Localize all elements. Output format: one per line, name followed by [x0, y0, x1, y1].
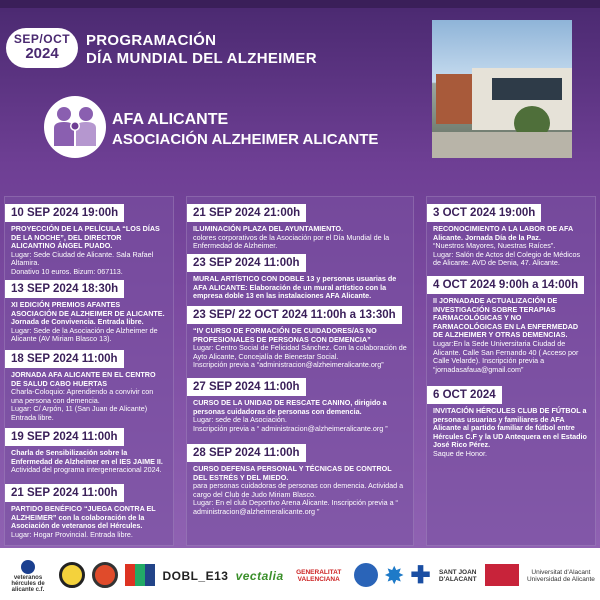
org-short-name: AFA ALICANTE	[112, 111, 229, 128]
event-date: 3 OCT 2024 19:00h	[427, 204, 541, 222]
event-date: 28 SEP 2024 11:00h	[187, 444, 306, 462]
event-extra: Inscripción previa a “ administracion@alzheimeralicante.org ”	[193, 423, 388, 433]
event-title: RECONOCIMIENTO A LA LABOR DE AFA Alicante. Jornada Día de la Paz.	[433, 224, 573, 242]
event-detail: colores corporativos de la Asociación por el Día Mundial de la Enfermedad de Alzheimer.	[193, 232, 390, 251]
event-card	[187, 253, 413, 301]
event-detail: Lugar: Centro Social de Felicidad Sánchez. Con la colaboración de Ayto Alicante, Concejalía de Bienestar Social.	[193, 343, 407, 361]
event-title: “IV CURSO DE FORMACIÓN DE CUIDADORES/AS NO PROFESIONALES DE PERSONAS CON DEMENCIA”	[193, 326, 377, 344]
event-card	[5, 427, 173, 475]
event-title: CURSO DEFENSA PERSONAL Y TÉCNICAS DE CONTROL DEL ESTRÉS Y DEL MIEDO.	[193, 464, 392, 482]
event-detail: Saque de Honor.	[433, 448, 487, 458]
event-title: II JORNADADE ACTUALIZACIÓN DE INVESTIGACIÓN SOBRE TERAPIAS FARMACOLÓGICAS Y NO FARMACOLÓGICAS EN LA ENFERMEDAD DE ALZHEIMER Y OTRAS DEMENCIAS.	[433, 296, 579, 340]
alicante-ayuntamiento-logo	[485, 564, 519, 588]
event-detail: Actividad del programa intergeneracional 2024.	[11, 465, 162, 475]
event-extra: Donativo 10 euros. Bizum: 067113.	[11, 266, 123, 276]
event-title: Charla de Sensibilización sobre la Enfermedad de Alzheimer en el IES JAIME II.	[11, 448, 163, 466]
event-card	[427, 275, 595, 374]
event-date: 13 SEP 2024 18:30h	[5, 280, 124, 298]
miriam-blasco-logo	[125, 564, 155, 588]
event-title: PARTIDO BENÉFICO “JUEGA CONTRA EL ALZHEIMER” con la colaboración de la Asociación de veteranos del Hércules.	[11, 504, 156, 531]
event-detail: Lugar: Sede de la Asociación de Alzheimer de Alicante (AV Miriam Blasco 13).	[11, 325, 158, 344]
event-title: JORNADA AFA ALICANTE EN EL CENTRO DE SALUD CABO HUERTAS	[11, 370, 156, 388]
doble13-logo: DOBL_E13	[162, 568, 229, 583]
event-title: INVITACIÓN HÉRCULES CLUB DE FÚTBOL a personas usuarias y familiares de AFA Alicante al partido familiar de fútbol entre Hércules C.F y la UD Antequera en el Estadio José Rico Pérez.	[433, 406, 587, 450]
event-detail: “Nuestros Mayores, Nuestras Raíces”.	[433, 241, 556, 251]
sponsor-round-logo	[354, 563, 378, 589]
top-bar	[0, 0, 600, 8]
event-date: 21 SEP 2024 11:00h	[5, 484, 124, 502]
event-card	[427, 385, 595, 459]
event-date: 10 SEP 2024 19:00h	[5, 204, 124, 222]
universidad-label: Universitat d'Alacant Universidad de Alicante	[526, 569, 595, 583]
event-detail: Lugar: Sede Ciudad de Alicante. Sala Rafael Altamira.	[11, 249, 154, 268]
org-full-name: ASOCIACIÓN ALZHEIMER ALICANTE	[112, 131, 379, 148]
event-title: MURAL ARTÍSTICO CON DOBLE 13 y personas usuarias de AFA ALICANTE: Elaboración de un mural artístico con la empresa doble 13 en las instalaciones AFA Alicante.	[193, 274, 397, 301]
event-card	[187, 377, 413, 433]
sant-joan-label: SANT JOAN D'ALACANT	[438, 569, 477, 583]
event-card	[5, 279, 173, 344]
event-date: 6 OCT 2024	[427, 386, 502, 404]
event-date: 27 SEP 2024 11:00h	[187, 378, 306, 396]
event-detail: Charla-Coloquio: Aprendiendo a convivir con una persona con demencia.	[11, 387, 154, 405]
event-card	[187, 443, 413, 517]
universidad-alicante-logo	[526, 569, 596, 583]
building-photo	[432, 20, 572, 158]
event-title: XI EDICIÓN PREMIOS AFANTES ASOCIACIÓN DE ALZHEIMER DE ALICANTE. Jornada de Convivencia. Entrada libre.	[11, 300, 165, 327]
event-card	[5, 349, 173, 423]
event-extra: “jornadasafaua@gmail.com”	[433, 364, 524, 374]
veteranos-hercules-logo	[4, 560, 52, 593]
event-extra: Inscripción previa a “administracion@alzheimeralicante.org”	[193, 360, 384, 370]
events-column-3	[426, 196, 596, 546]
title-line-2: DÍA MUNDIAL DEL ALZHEIMER	[86, 50, 317, 67]
events-column-2	[186, 196, 414, 546]
veteranos-label: veteranos hércules de alicante c.f.	[11, 574, 45, 593]
date-badge	[6, 28, 78, 68]
red-cross-logo: ✚	[410, 562, 431, 589]
event-date: 23 SEP 2024 11:00h	[187, 254, 306, 272]
date-badge-year: 2024	[25, 45, 59, 62]
title-line-1: PROGRAMACIÓN	[86, 32, 217, 49]
event-detail: para personas cuidadoras de personas con demencia. Actividad a cargo del Club de Judo Miriam Blasco.	[193, 481, 404, 499]
event-detail: Lugar: sede de la Asociación.	[193, 415, 287, 425]
event-card	[427, 203, 595, 268]
sant-joan-logo	[438, 569, 478, 583]
afa-logo-icon	[44, 96, 106, 158]
events-column-1	[4, 196, 174, 546]
event-card	[5, 203, 173, 277]
event-detail: Lugar: Hogar Provincial. Entrada libre.	[11, 529, 133, 539]
event-card	[187, 305, 413, 370]
event-title: PROYECCIÓN DE LA PELÍCULA “LOS DÍAS DE LA NOCHE”, DEL DIRECTOR ALICANTINO ÁNGEL PUADO.	[11, 224, 160, 251]
event-date: 23 SEP/ 22 OCT 2024 11:00h a 13:30h	[187, 306, 402, 324]
sponsor-shield-logo	[92, 562, 118, 590]
event-title: CURSO DE LA UNIDAD DE RESCATE CANINO, dirigido a personas cuidadoras de personas con demencia.	[193, 398, 387, 416]
event-card	[5, 483, 173, 539]
event-date: 21 SEP 2024 21:00h	[187, 204, 306, 222]
sponsor-badge-logo	[59, 562, 85, 590]
sponsor-star-logo: ✸	[384, 563, 404, 588]
page-title	[86, 32, 317, 68]
event-date: 4 OCT 2024 9:00h a 14:00h	[427, 276, 584, 294]
event-extra: Lugar: En el club Deportivo Arena Alicante. Inscripción previa a “ administracion@alzheimeralicante.org ”	[193, 498, 398, 516]
event-title: ILUMINACIÓN PLAZA DEL AYUNTAMIENTO.	[193, 224, 344, 233]
generalitat-logo	[291, 569, 347, 583]
event-card	[187, 203, 413, 251]
event-date: 19 SEP 2024 11:00h	[5, 428, 124, 446]
event-detail: Lugar:En la Sede Universitaria Ciudad de Alicante. Calle San Fernando 40 ( Acceso por Calle Velarde). Inscripción previa a	[433, 338, 579, 366]
date-badge-months: SEP/OCT	[13, 32, 71, 46]
generalitat-label: GENERALITAT VALENCIANA	[296, 569, 342, 583]
event-extra: Lugar: C/ Arpón, 11 (San Juan de Alicante) Entrada libre.	[11, 404, 148, 422]
event-extra: Lugar: Salón de Actos del Colegio de Médicos de Alicante. AVD de Denia, 47. Alicante.	[433, 249, 581, 268]
vectalia-logo: vectalia	[235, 568, 284, 583]
sponsor-logos	[0, 552, 600, 600]
event-date: 18 SEP 2024 11:00h	[5, 350, 124, 368]
